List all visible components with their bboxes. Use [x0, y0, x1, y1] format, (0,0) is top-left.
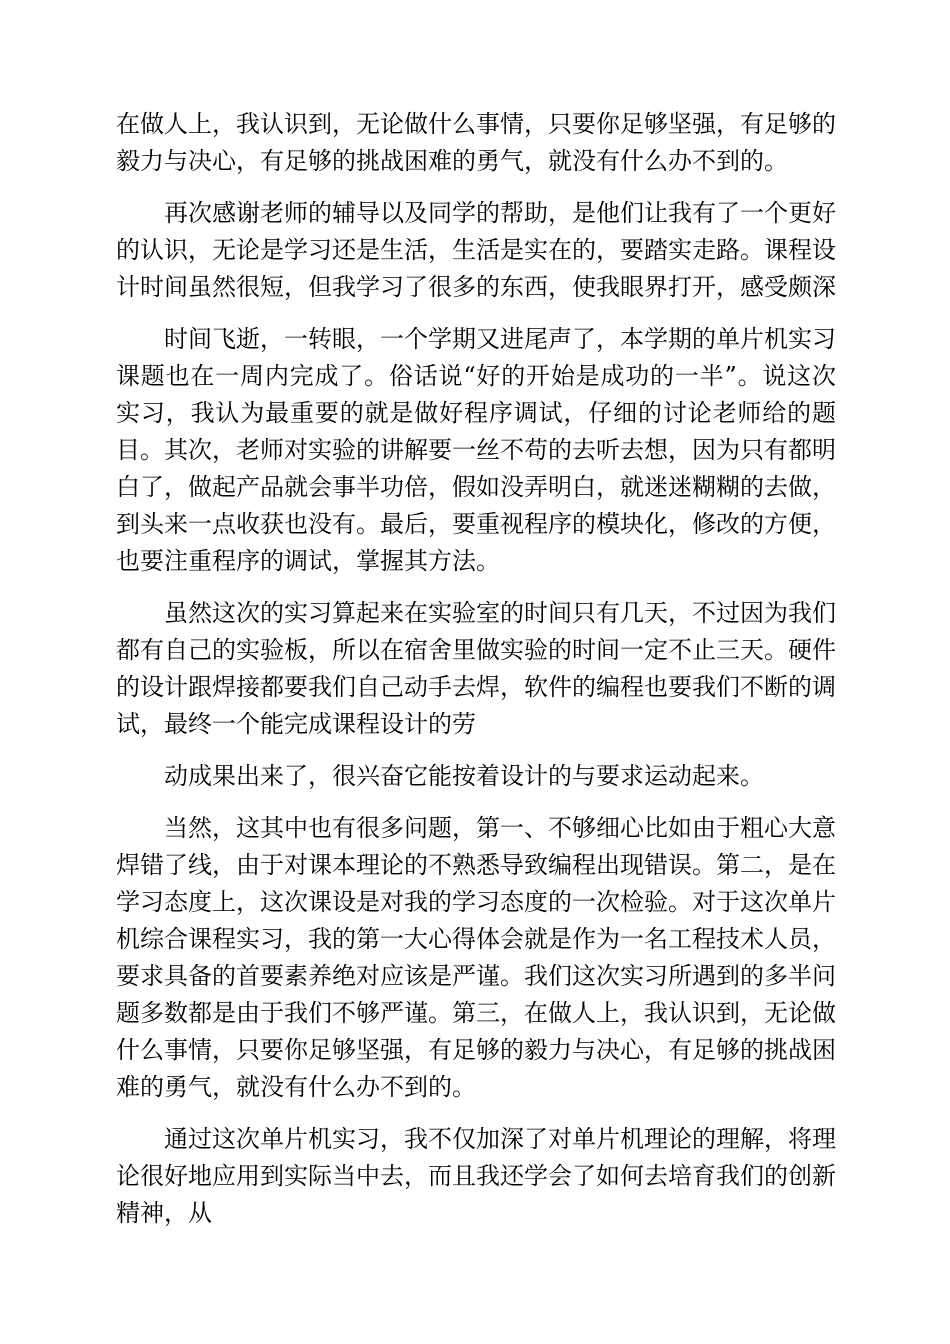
paragraph-7: 通过这次单片机实习，我不仅加深了对单片机理论的理解，将理论很好地应用到实际当中去，而且我还学会了如何去培育我们的创新精神，从: [116, 1125, 836, 1227]
paragraph-6: 当然，这其中也有很多问题，第一、不够细心比如由于粗心大意焊错了线，由于对课本理论的不熟悉导致编程出现错误。第二，是在学习态度上，这次课设是对我的学习态度的一次检验。对于这次单片机综合课程实习，我的第一大心得体会就是作为一名工程技术人员，要求具备的首要素养绝对应该是严谨。我们这次实习所遇到的多半问题多数都是由于我们不够严谨。第三，在做人上，我认识到，无论做什么事情，只要你足够坚强，有足够的毅力与决心，有足够的挑战困难的勇气，就没有什么办不到的。: [116, 814, 836, 1101]
paragraph-5: 动成果出来了，很兴奋它能按着设计的与要求运动起来。: [164, 762, 764, 790]
paragraph-2: 再次感谢老师的辅导以及同学的帮助，是他们让我有了一个更好的认识，无论是学习还是生活，生活是实在的，要踏实走路。课程设计时间虽然很短，但我学习了很多的东西，使我眼界打开，感受颇深: [116, 199, 836, 301]
paragraph-3: 时间飞逝，一转眼，一个学期又进尾声了，本学期的单片机实习课题也在一周内完成了。俗话说“好的开始是成功的一半”。说这次实习，我认为最重要的就是做好程序调试，仔细的讨论老师给的题目。其次，老师对实验的讲解要一丝不苟的去听去想，因为只有都明白了，做起产品就会事半功倍，假如没弄明白，就迷迷糊糊的去做，到头来一点收获也没有。最后，要重视程序的模块化，修改的方便，也要注重程序的调试，掌握其方法。: [116, 325, 836, 575]
paragraph-4: 虽然这次的实习算起来在实验室的时间只有几天，不过因为我们都有自己的实验板，所以在宿舍里做实验的时间一定不止三天。硬件的设计跟焊接都要我们自己动手去焊，软件的编程也要我们不断的调试，最终一个能完成课程设计的劳: [116, 599, 836, 738]
document-page: [116, 106, 836, 1247]
paragraph-1: 在做人上，我认识到，无论做什么事情，只要你足够坚强，有足够的毅力与决心，有足够的挑战困难的勇气，就没有什么办不到的。: [116, 110, 836, 175]
